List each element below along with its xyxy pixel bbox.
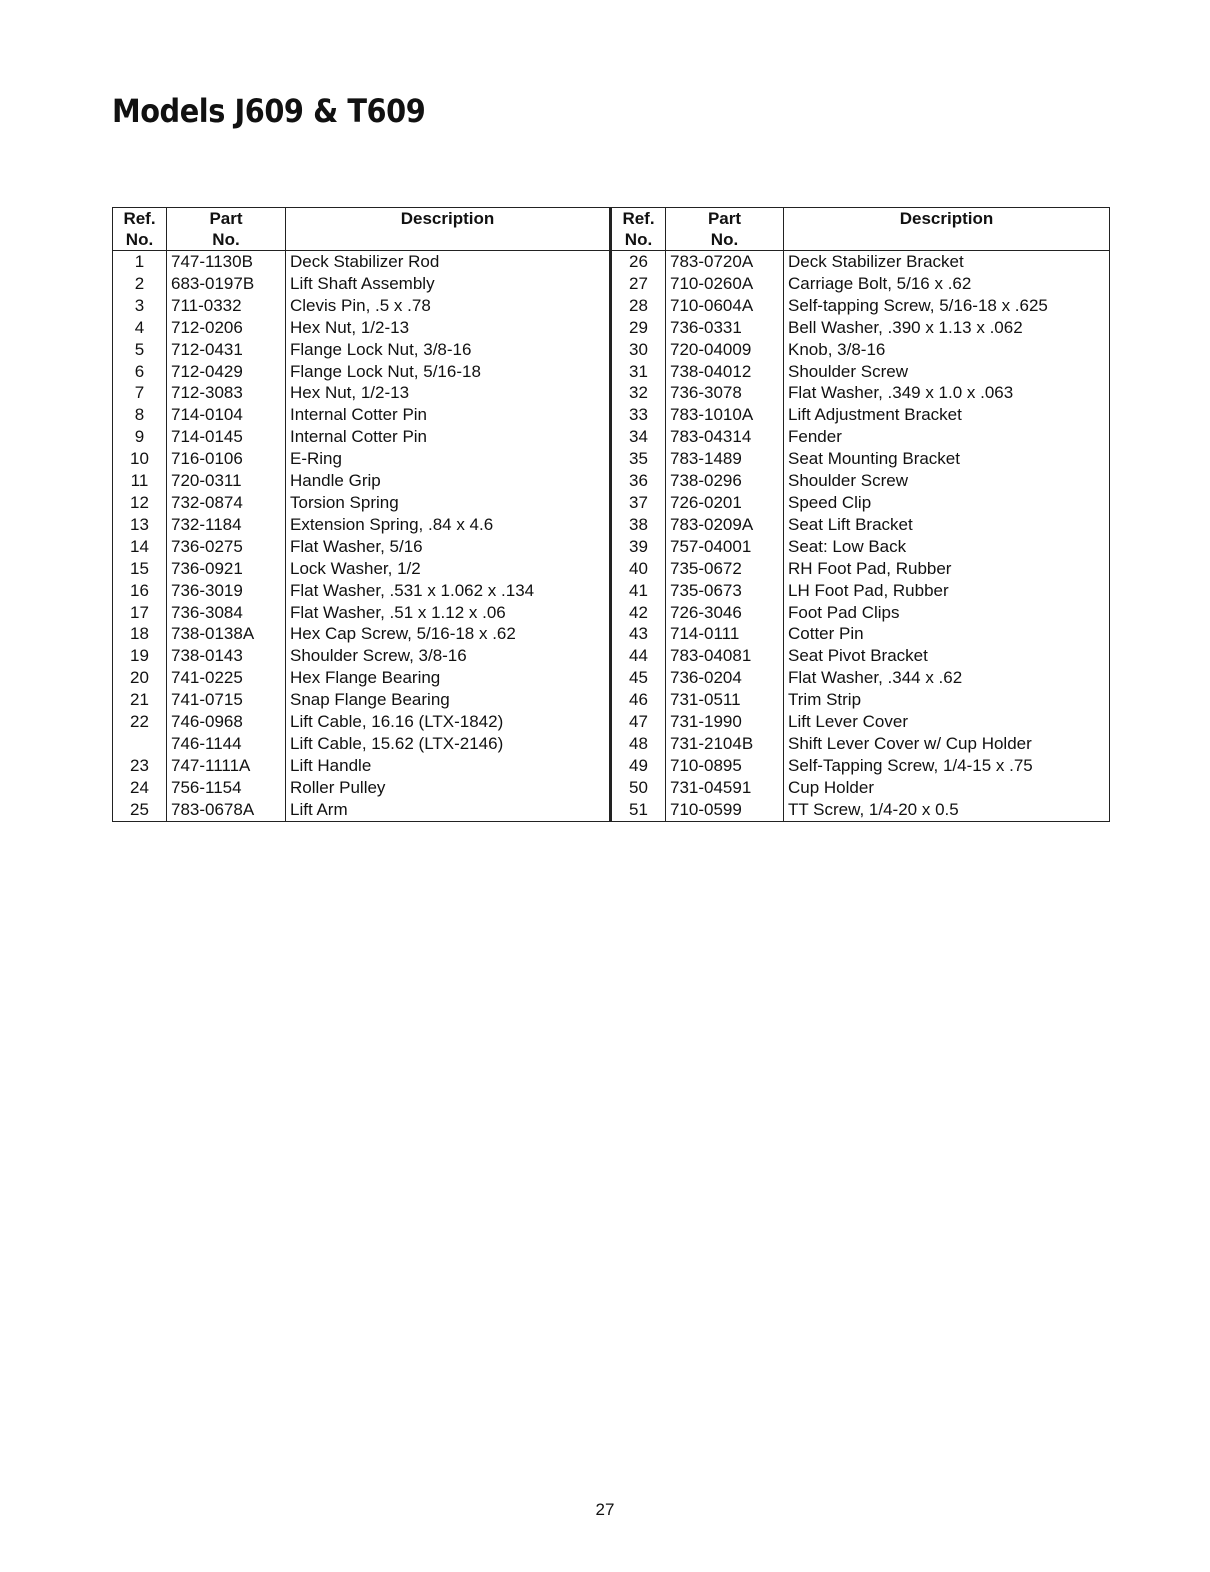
part-no-cell: 732-0874 [167,492,286,514]
part-no-cell: 712-0206 [167,317,286,339]
description-cell: Lift Adjustment Bracket [784,404,1110,426]
part-no-cell: 714-0104 [167,404,286,426]
description-cell: Internal Cotter Pin [286,404,611,426]
part-no-cell: 746-0968 [167,711,286,733]
part-no-cell: 720-0311 [167,470,286,492]
part-no-cell: 783-0720A [666,251,784,273]
description-cell: Roller Pulley [286,777,611,799]
description-cell: Flat Washer, .349 x 1.0 x .063 [784,382,1110,404]
ref-no-cell: 10 [113,448,167,470]
description-cell: Lift Lever Cover [784,711,1110,733]
table-row [113,602,1110,624]
table-row [113,689,1110,711]
description-cell: Cotter Pin [784,623,1110,645]
table-row [113,404,1110,426]
description-cell: Lift Arm [286,799,611,821]
description-cell: Trim Strip [784,689,1110,711]
header-desc-right: Description [784,208,1110,251]
description-cell: Internal Cotter Pin [286,426,611,448]
table-header-row [113,208,1110,251]
ref-no-cell: 45 [611,667,666,689]
part-no-cell: 714-0111 [666,623,784,645]
part-no-cell: 710-0604A [666,295,784,317]
ref-no-cell: 18 [113,623,167,645]
ref-no-cell: 47 [611,711,666,733]
description-cell: Torsion Spring [286,492,611,514]
description-cell: Extension Spring, .84 x 4.6 [286,514,611,536]
description-cell: E-Ring [286,448,611,470]
ref-no-cell: 28 [611,295,666,317]
ref-no-cell: 26 [611,251,666,273]
description-cell: Deck Stabilizer Rod [286,251,611,273]
description-cell: Foot Pad Clips [784,602,1110,624]
description-cell: Flange Lock Nut, 5/16-18 [286,361,611,383]
ref-no-cell: 15 [113,558,167,580]
ref-no-cell: 24 [113,777,167,799]
table-row [113,251,1110,273]
description-cell: TT Screw, 1/4-20 x 0.5 [784,799,1110,821]
description-cell: Seat: Low Back [784,536,1110,558]
description-cell: Seat Pivot Bracket [784,645,1110,667]
ref-no-cell: 23 [113,755,167,777]
page-title: Models J609 & T609 [112,92,426,130]
ref-no-cell: 49 [611,755,666,777]
part-no-cell: 738-0138A [167,623,286,645]
table-row [113,273,1110,295]
ref-no-cell: 3 [113,295,167,317]
description-cell: Flange Lock Nut, 3/8-16 [286,339,611,361]
ref-no-cell: 19 [113,645,167,667]
part-no-cell: 716-0106 [167,448,286,470]
description-cell: Shoulder Screw, 3/8-16 [286,645,611,667]
part-no-cell: 736-0275 [167,536,286,558]
part-no-cell: 738-0296 [666,470,784,492]
part-no-cell: 757-04001 [666,536,784,558]
table-row [113,580,1110,602]
description-cell: Flat Washer, 5/16 [286,536,611,558]
ref-no-cell: 40 [611,558,666,580]
description-cell: Lift Handle [286,755,611,777]
ref-no-cell: 14 [113,536,167,558]
table-row [113,645,1110,667]
part-no-cell: 726-0201 [666,492,784,514]
part-no-cell: 726-3046 [666,602,784,624]
part-no-cell: 783-0678A [167,799,286,821]
ref-no-cell: 4 [113,317,167,339]
description-cell: Flat Washer, .344 x .62 [784,667,1110,689]
part-no-cell: 714-0145 [167,426,286,448]
ref-no-cell: 50 [611,777,666,799]
part-no-cell: 736-3084 [167,602,286,624]
part-no-cell: 711-0332 [167,295,286,317]
ref-no-cell: 13 [113,514,167,536]
parts-table [112,207,1110,822]
ref-no-cell: 46 [611,689,666,711]
page-number: 27 [595,1500,615,1519]
part-no-cell: 783-0209A [666,514,784,536]
part-no-cell: 747-1130B [167,251,286,273]
part-no-cell: 783-1489 [666,448,784,470]
header-desc-left: Description [286,208,611,251]
description-cell: Shift Lever Cover w/ Cup Holder [784,733,1110,755]
ref-no-cell: 32 [611,382,666,404]
part-no-cell: 738-04012 [666,361,784,383]
description-cell: Lift Shaft Assembly [286,273,611,295]
ref-no-cell: 6 [113,361,167,383]
description-cell: Hex Cap Screw, 5/16-18 x .62 [286,623,611,645]
table-row [113,558,1110,580]
ref-no-cell: 12 [113,492,167,514]
table-row [113,667,1110,689]
ref-no-cell: 9 [113,426,167,448]
part-no-cell: 731-1990 [666,711,784,733]
description-cell: Bell Washer, .390 x 1.13 x .062 [784,317,1110,339]
table-row [113,711,1110,733]
part-no-cell: 783-1010A [666,404,784,426]
ref-no-cell: 37 [611,492,666,514]
part-no-cell: 741-0225 [167,667,286,689]
description-cell: Flat Washer, .531 x 1.062 x .134 [286,580,611,602]
description-cell: Shoulder Screw [784,361,1110,383]
ref-no-cell: 27 [611,273,666,295]
table-row [113,514,1110,536]
ref-no-cell: 41 [611,580,666,602]
table-row [113,755,1110,777]
ref-no-cell: 33 [611,404,666,426]
part-no-cell: 731-2104B [666,733,784,755]
description-cell: Shoulder Screw [784,470,1110,492]
table-row [113,470,1110,492]
ref-no-cell: 29 [611,317,666,339]
description-cell: Lock Washer, 1/2 [286,558,611,580]
description-cell: Carriage Bolt, 5/16 x .62 [784,273,1110,295]
part-no-cell: 746-1144 [167,733,286,755]
ref-no-cell: 34 [611,426,666,448]
ref-no-cell: 5 [113,339,167,361]
ref-no-cell: 51 [611,799,666,821]
ref-no-cell: 1 [113,251,167,273]
part-no-cell: 741-0715 [167,689,286,711]
description-cell: Knob, 3/8-16 [784,339,1110,361]
description-cell: Cup Holder [784,777,1110,799]
ref-no-cell: 43 [611,623,666,645]
description-cell: Deck Stabilizer Bracket [784,251,1110,273]
ref-no-cell [113,733,167,755]
ref-no-cell: 48 [611,733,666,755]
part-no-cell: 732-1184 [167,514,286,536]
part-no-cell: 731-0511 [666,689,784,711]
ref-no-cell: 30 [611,339,666,361]
ref-no-cell: 16 [113,580,167,602]
part-no-cell: 736-0331 [666,317,784,339]
description-cell: Hex Nut, 1/2-13 [286,317,611,339]
table-row [113,623,1110,645]
part-no-cell: 735-0673 [666,580,784,602]
part-no-cell: 747-1111A [167,755,286,777]
part-no-cell: 720-04009 [666,339,784,361]
part-no-cell: 783-04081 [666,645,784,667]
description-cell: Lift Cable, 16.16 (LTX-1842) [286,711,611,733]
ref-no-cell: 8 [113,404,167,426]
part-no-cell: 736-3078 [666,382,784,404]
ref-no-cell: 21 [113,689,167,711]
table-row [113,339,1110,361]
ref-no-cell: 2 [113,273,167,295]
description-cell: Handle Grip [286,470,611,492]
header-ref-right: Ref. No. [611,208,666,251]
part-no-cell: 735-0672 [666,558,784,580]
description-cell: Hex Flange Bearing [286,667,611,689]
table-row [113,799,1110,821]
table-row [113,492,1110,514]
ref-no-cell: 39 [611,536,666,558]
table-row [113,426,1110,448]
table-row [113,777,1110,799]
ref-no-cell: 17 [113,602,167,624]
part-no-cell: 710-0599 [666,799,784,821]
ref-no-cell: 38 [611,514,666,536]
part-no-cell: 783-04314 [666,426,784,448]
ref-no-cell: 11 [113,470,167,492]
ref-no-cell: 20 [113,667,167,689]
description-cell: LH Foot Pad, Rubber [784,580,1110,602]
ref-no-cell: 44 [611,645,666,667]
table-row [113,295,1110,317]
description-cell: Self-tapping Screw, 5/16-18 x .625 [784,295,1110,317]
part-no-cell: 712-3083 [167,382,286,404]
description-cell: RH Foot Pad, Rubber [784,558,1110,580]
description-cell: Seat Lift Bracket [784,514,1110,536]
ref-no-cell: 35 [611,448,666,470]
table-row [113,382,1110,404]
description-cell: Lift Cable, 15.62 (LTX-2146) [286,733,611,755]
description-cell: Snap Flange Bearing [286,689,611,711]
table-row [113,536,1110,558]
description-cell: Flat Washer, .51 x 1.12 x .06 [286,602,611,624]
table-row [113,448,1110,470]
part-no-cell: 710-0895 [666,755,784,777]
ref-no-cell: 36 [611,470,666,492]
table-row [113,317,1110,339]
part-no-cell: 738-0143 [167,645,286,667]
header-ref-left: Ref. No. [113,208,167,251]
ref-no-cell: 7 [113,382,167,404]
ref-no-cell: 22 [113,711,167,733]
description-cell: Fender [784,426,1110,448]
ref-no-cell: 25 [113,799,167,821]
part-no-cell: 712-0429 [167,361,286,383]
header-part-right: Part No. [666,208,784,251]
description-cell: Self-Tapping Screw, 1/4-15 x .75 [784,755,1110,777]
part-no-cell: 683-0197B [167,273,286,295]
description-cell: Seat Mounting Bracket [784,448,1110,470]
part-no-cell: 736-3019 [167,580,286,602]
part-no-cell: 756-1154 [167,777,286,799]
ref-no-cell: 42 [611,602,666,624]
table-row [113,361,1110,383]
part-no-cell: 736-0204 [666,667,784,689]
part-no-cell: 731-04591 [666,777,784,799]
description-cell: Clevis Pin, .5 x .78 [286,295,611,317]
ref-no-cell: 31 [611,361,666,383]
table-row [113,733,1110,755]
description-cell: Hex Nut, 1/2-13 [286,382,611,404]
header-part-left: Part No. [167,208,286,251]
description-cell: Speed Clip [784,492,1110,514]
part-no-cell: 712-0431 [167,339,286,361]
part-no-cell: 736-0921 [167,558,286,580]
part-no-cell: 710-0260A [666,273,784,295]
